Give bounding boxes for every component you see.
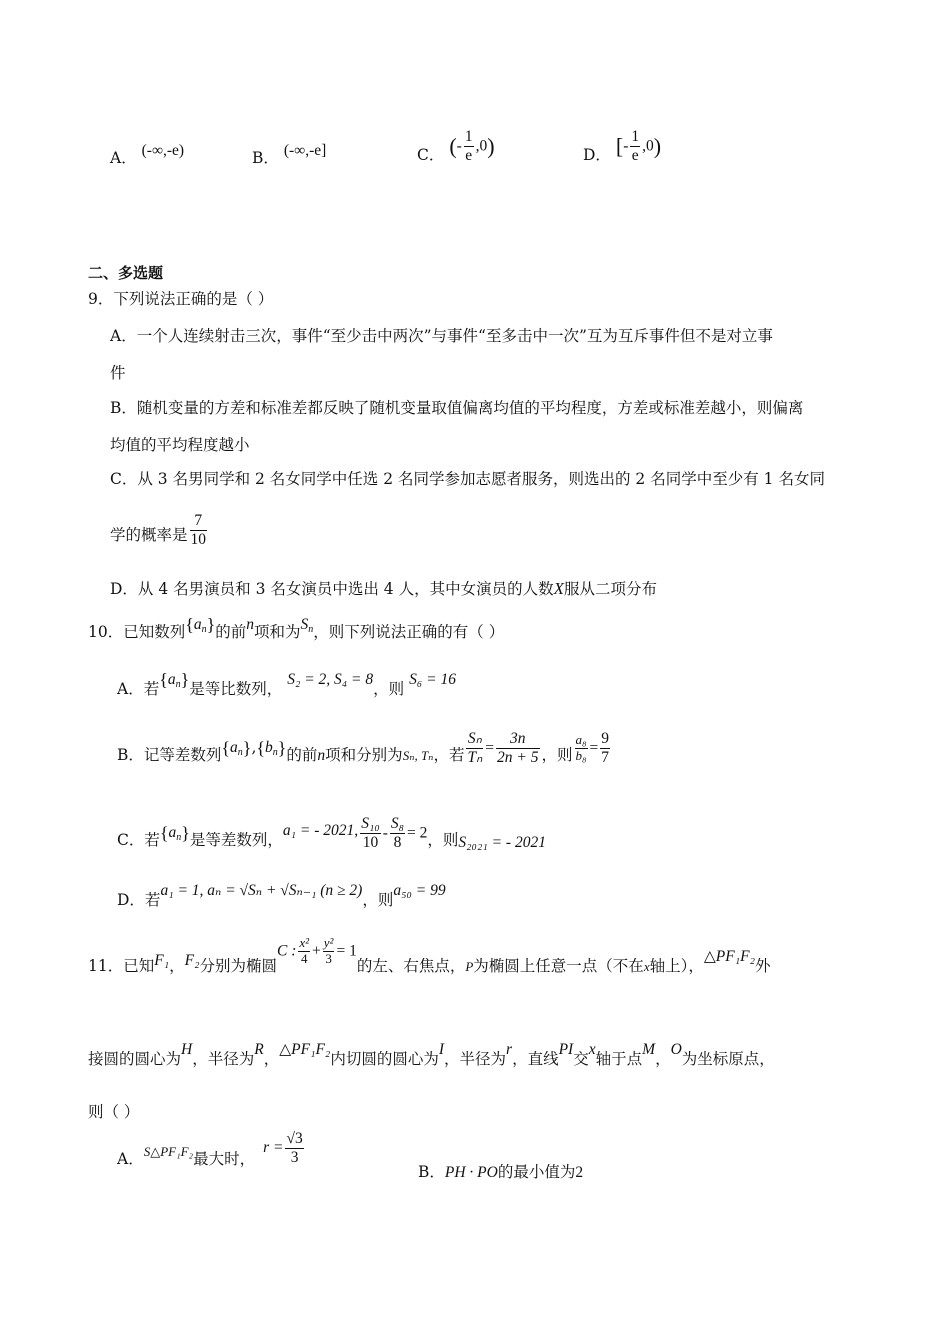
q11-option-b: B．PH · PO的最小值为2 — [418, 1163, 584, 1181]
q9-option-b-line1: B．随机变量的方差和标准差都反映了随机变量取值偏离均值的平均程度，方差或标准差越小，则偏离 — [110, 399, 804, 417]
q8-option-a — [110, 142, 185, 168]
q11-ellipse-fraction-x: $\frac{\text{x²}}{4}$ — [299, 935, 310, 966]
q10-option-a: A．若$\{a_n\}$是等比数列， S₂ = 2, S₄ = 8，则 S₆ = 16 — [117, 669, 456, 698]
q10-option-b-fraction-result: $\frac{9}{7}$ — [601, 730, 610, 766]
q9-option-c-line2: 学的概率是 $\frac{7}{10}$ — [110, 512, 207, 548]
q8-option-d-fraction: $\frac{1}{e}$ — [631, 128, 640, 164]
q8-option-b-label: B． — [252, 149, 279, 167]
q8-option-c-fraction: $\frac{1}{e}$ — [464, 128, 473, 164]
q11-stem-line3: 则（ ） — [88, 1103, 140, 1121]
q11-option-a-fraction: $\frac{√3}{3}$ — [286, 1130, 303, 1166]
q11-stem-line1: 11．已知F₁，F₂分别为椭圆C : $\frac{\text{x²}}{4}$ + $\frac{\text{y²}}{3}$ = 1的左、右焦点，$_P$为椭圆上任意一点（不在$_x$轴上），△PF₁F₂外 — [88, 935, 771, 976]
q11-option-a: A．$_{S\triangle PF_1F_2}$最大时，r = $\frac{√3}{3}$ — [117, 1130, 303, 1169]
q10-option-d: D．若a₁ = 1, aₙ = √Sₙ + √Sₙ₋₁ (n ≥ 2)，则a₅₀ = 99 — [117, 882, 446, 909]
q8-option-b — [252, 142, 327, 168]
q9-option-c-fraction: $\frac{7}{10}$ — [190, 512, 207, 548]
q9-option-b-line2: 均值的平均程度越小 — [110, 436, 250, 454]
q11-stem-line2: 接圆的圆心为H，半径为R，△PF₁F₂内切圆的圆心为I，半径为r，直线PI交x轴于点M，O为坐标原点， — [88, 1041, 775, 1068]
q10-option-c-fraction-s10: $\frac{\text{S₁₀}}{10}$ — [361, 815, 380, 851]
q10-option-b: B．记等差数列$\{a_n\},\{b_n\}$的前n项和分别为$_{S_n, T_n}$，若 $\frac{\text{Sₙ}}{\text{Tₙ}}$ = $\frac{3n}{2n + 5}$ ，则 $\frac{\text{a₈}}{\text{b₈}}$ = $\frac{9}{7}$ — [117, 730, 610, 766]
q8-option-a-label: A． — [110, 149, 137, 167]
q9-option-d: D．从 4 名男演员和 3 名女演员中选出 4 人，其中女演员的人数X服从二项分布 — [110, 579, 657, 598]
q10-option-a-condition: S₂ = 2, S₄ = 8 — [287, 671, 374, 688]
q11-ellipse-fraction-y: $\frac{\text{y²}}{3}$ — [323, 935, 334, 966]
q9-option-a-line2: 件 — [110, 364, 126, 382]
q8-option-d-label: D． — [583, 146, 611, 165]
q8-option-d: D． [- $\frac{1}{e}$ ,0) — [583, 128, 662, 165]
q10-option-c: C．若$\{a_n\}$是等差数列，a₁ = - 2021, $\frac{\text{S₁₀}}{10}$ - $\frac{\text{S₈}}{8}$ = 2，则S₂₀₂₁ = - 2021 — [117, 815, 546, 852]
q10-option-b-fraction-ab: $\frac{\text{a₈}}{\text{b₈}}$ — [575, 731, 587, 763]
q9-option-c-line1: C．从 3 名男同学和 2 名女同学中任选 2 名同学参加志愿者服务，则选出的 2 名同学中至少有 1 名女同 — [110, 470, 825, 488]
q10-option-c-result: S₂₀₂₁ = - 2021 — [458, 834, 546, 852]
section-heading: 二、多选题 — [88, 264, 164, 282]
q10-option-b-fraction-st: $\frac{\text{Sₙ}}{\text{Tₙ}}$ — [467, 730, 483, 766]
q10-option-d-result: a₅₀ = 99 — [393, 882, 446, 899]
q8-option-c: C． (- $\frac{1}{e}$ ,0) — [417, 128, 495, 165]
q8-option-b-math: (-∞,-e] — [283, 142, 327, 159]
q9-option-a-line1: A．一个人连续射击三次，事件“至少击中两次”与事件“至多击中一次”互为互斥事件但不是对立事 — [110, 327, 773, 345]
q8-option-c-label: C． — [417, 146, 445, 165]
q10-option-b-fraction-ratio: $\frac{3n}{2n + 5}$ — [497, 730, 539, 766]
q8-option-a-math: (-∞,-e) — [141, 142, 185, 159]
q9-stem: 9．下列说法正确的是（ ） — [88, 290, 274, 308]
q10-option-c-fraction-s8: $\frac{\text{S₈}}{8}$ — [390, 815, 405, 851]
q10-stem: 10．已知数列$\{a_n\}$的前n项和为$S_n$，则下列说法正确的有（ ） — [88, 614, 505, 641]
q10-option-d-condition: a₁ = 1, aₙ = √Sₙ + √Sₙ₋₁ (n ≥ 2) — [160, 882, 363, 899]
q10-option-a-result: S₆ = 16 — [409, 671, 456, 688]
